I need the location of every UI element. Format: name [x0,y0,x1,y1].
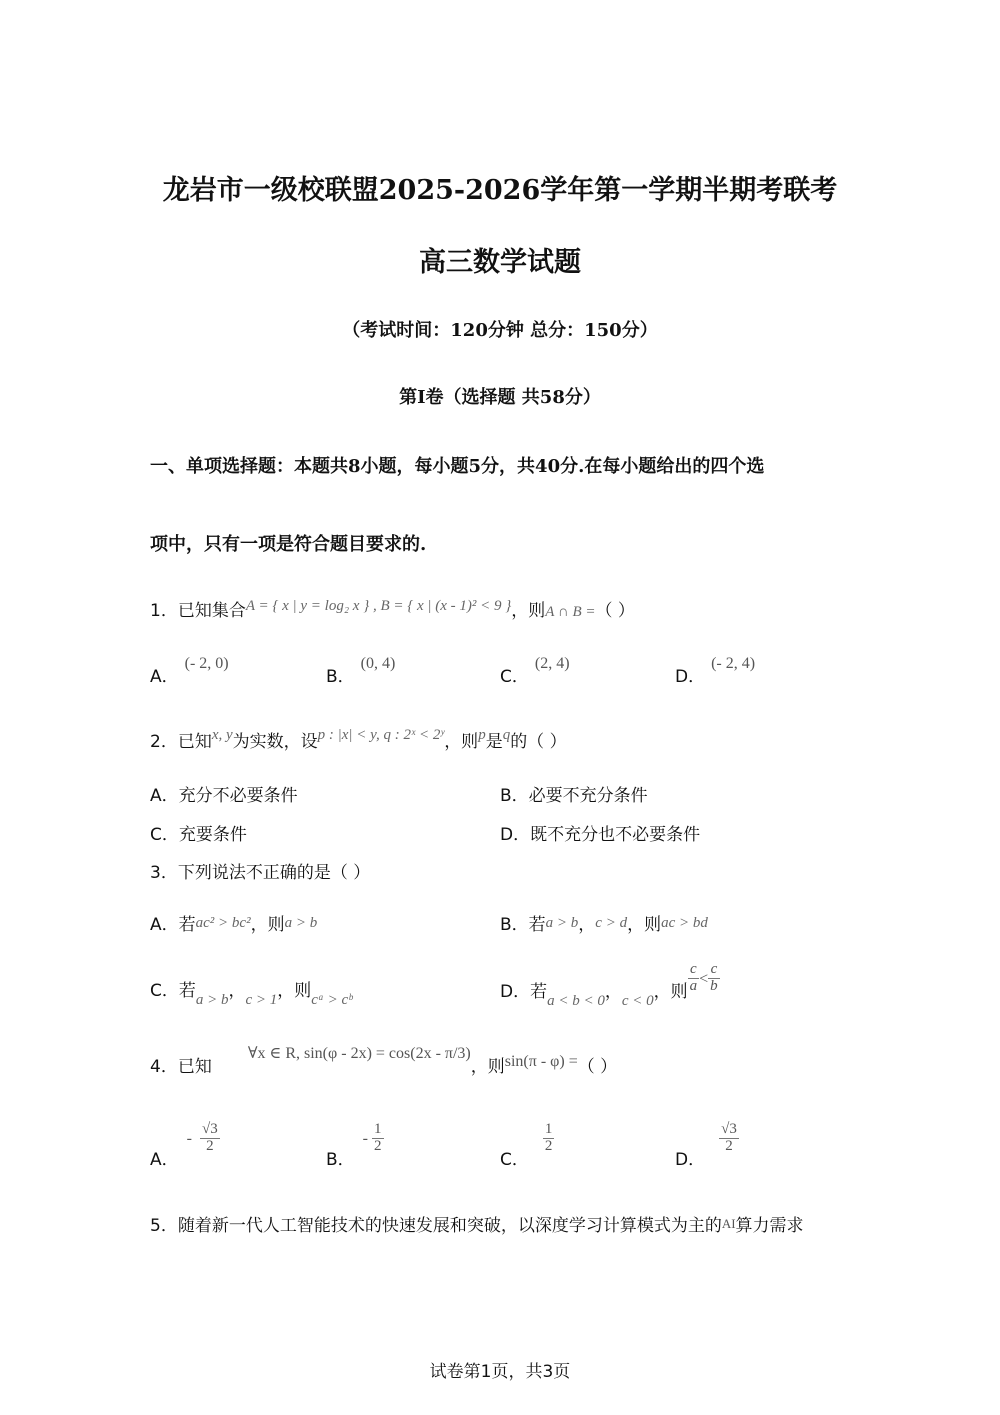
q3-c-condition-1: a > b [195,992,229,1008]
fraction-denominator: a [689,977,698,994]
q2-option-text: 充要条件 [178,825,247,845]
q3-c-condition-2: c > 1 [245,992,278,1008]
q4-option-label: D． [675,1150,706,1171]
q4-paren: （ ） [577,1057,618,1077]
q2-vars: x, y [211,727,233,743]
q4-option-fraction [200,1122,220,1155]
q3-then: ，则 [250,915,285,935]
fraction-denominator: b [710,977,718,994]
q2-option-label: A． [150,786,179,806]
page-footer: 试卷第1页，共3页 [429,1362,571,1382]
section-intro-line2: 项中，只有一项是符合题目要求的. [150,534,427,555]
q3-b-condition-1: a > b [545,915,579,931]
q1-ask: A ∩ B = [545,604,596,620]
fraction-denominator: 2 [206,1137,214,1154]
fraction-denominator: 2 [725,1137,733,1154]
q2-p: p [478,727,486,743]
q3-d-fraction-1 [688,962,700,995]
question-5 [150,1211,804,1236]
fraction-denominator: 2 [374,1137,382,1154]
q2-option-text: 充分不必要条件 [178,786,298,806]
q4-ask: sin(π - φ) = [504,1053,578,1070]
q2-option-label: C． [150,825,179,845]
exam-info: （考试时间：120分钟 总分：150分） [342,320,658,341]
q3-option-label: A．若 [150,915,196,935]
q5-stem-part2: 算力需求 [735,1216,804,1236]
q1-option-value: (- 2, 0) [184,655,229,672]
q1-option-d [675,655,756,687]
q1-option-a [150,655,229,687]
q1-option-label: D． [675,667,706,687]
q4-option-label: A． [150,1150,179,1171]
q2-prefix: 2．已知 [150,732,212,752]
q2-option-text: 既不充分也不必要条件 [530,825,701,845]
q2-option-text: 必要不充分条件 [528,786,648,806]
q4-expression: ∀x ∈ R, sin(φ - 2x) = cos(2x - π/3) [247,1045,471,1062]
q3-b-result: ac > bd [661,915,708,931]
q3-a-result: a > b [284,915,318,931]
q4-option-sign: - [186,1130,192,1148]
q4-then: ，则 [470,1057,505,1077]
q3-then: ，则 [277,981,312,1001]
question-2 [150,727,567,752]
q1-set-expression: A = { x | y = log₂ x } , B = { x | (x - 1)² < 9 } [245,598,512,614]
q2-q: q [502,727,511,743]
q1-option-b [326,655,396,687]
q1-suffix: ，则 [511,601,546,621]
q2-mid: 为实数，设 [232,732,318,752]
q2-option-label: D． [500,825,531,845]
q2-then: ，则 [444,732,479,752]
section-intro-line1: 一、单项选择题：本题共8小题，每小题5分，共40分.在每小题给出的四个选 [150,456,765,477]
q1-option-value: (0, 4) [360,655,396,672]
q3-d-condition-2: c < 0 [621,993,654,1010]
volume-heading: 第I卷（选择题 共58分） [399,387,601,408]
q3-option-a [150,910,317,935]
q3-then: ，则 [653,982,688,1003]
q3-b-condition-2: c > d [595,915,628,931]
fraction-numerator: 1 [374,1121,382,1137]
q4-option-c [500,1121,554,1171]
q1-option-label: A． [150,667,179,687]
fraction-numerator: √3 [201,1121,218,1137]
q3-sep: ， [604,982,622,1003]
q3-option-label: C．若 [150,981,196,1001]
q1-prefix: 1．已知集合 [150,601,246,621]
q3-d-condition-1: a < b < 0 [547,993,605,1010]
exam-subtitle: 高三数学试题 [419,247,581,278]
q1-option-c [500,655,570,687]
exam-title: 龙岩市一级校联盟2025-2026学年第一学期半期考联考 [162,175,838,206]
q2-suffix: 的（ ） [510,732,567,752]
q3-d-operator: < [699,970,709,988]
q4-option-label: B． [326,1150,355,1171]
fraction-numerator: c [688,962,700,979]
q4-option-fraction [372,1122,384,1155]
q1-paren: （ ） [595,601,635,621]
q3-option-b [500,910,708,935]
q2-option-b [500,781,648,806]
q5-ai: AI [721,1216,736,1231]
q2-option-d [500,820,700,845]
q4-option-d [675,1121,739,1171]
question-3: 3．下列说法不正确的是（ ） [150,863,371,883]
q2-is: 是 [485,732,503,752]
q4-option-label: C． [500,1150,529,1171]
q1-option-value: (2, 4) [534,655,570,672]
question-1 [150,596,635,621]
q4-option-a [150,1121,220,1171]
q1-option-value: (- 2, 4) [711,655,756,672]
q4-option-b [326,1121,384,1171]
q4-prefix: 4．已知 [150,1057,212,1077]
fraction-denominator: 2 [544,1137,553,1154]
q3-sep: ， [578,915,596,935]
q3-option-label: B．若 [500,915,546,935]
q1-option-label: B． [326,667,355,687]
q3-sep: ， [228,981,246,1001]
q5-stem-part1: 5．随着新一代人工智能技术的快速发展和突破，以深度学习计算模式为主的 [150,1216,722,1236]
fraction-numerator: c [708,962,720,979]
q4-option-fraction [719,1122,739,1155]
fraction-numerator: √3 [721,1121,737,1137]
q3-c-result: cᵃ > cᵇ [311,992,353,1008]
q1-option-label: C． [500,667,529,687]
question-4 [150,1045,618,1077]
q2-option-c [150,820,247,845]
q3-a-condition: ac² > bc² [195,915,251,931]
q4-option-sign: - [362,1130,368,1148]
q2-option-a [150,781,298,806]
q3-option-c [150,976,353,1008]
q2-condition: p : |x| < y, q : 2ˣ < 2ʸ [317,727,445,743]
q3-option-label: D．若 [500,982,548,1003]
q4-option-fraction [543,1122,555,1155]
q3-option-d [500,961,720,1010]
q2-option-label: B． [500,786,529,806]
q3-d-fraction-2 [708,962,720,995]
q3-then: ，则 [627,915,662,935]
fraction-numerator: 1 [544,1121,553,1137]
